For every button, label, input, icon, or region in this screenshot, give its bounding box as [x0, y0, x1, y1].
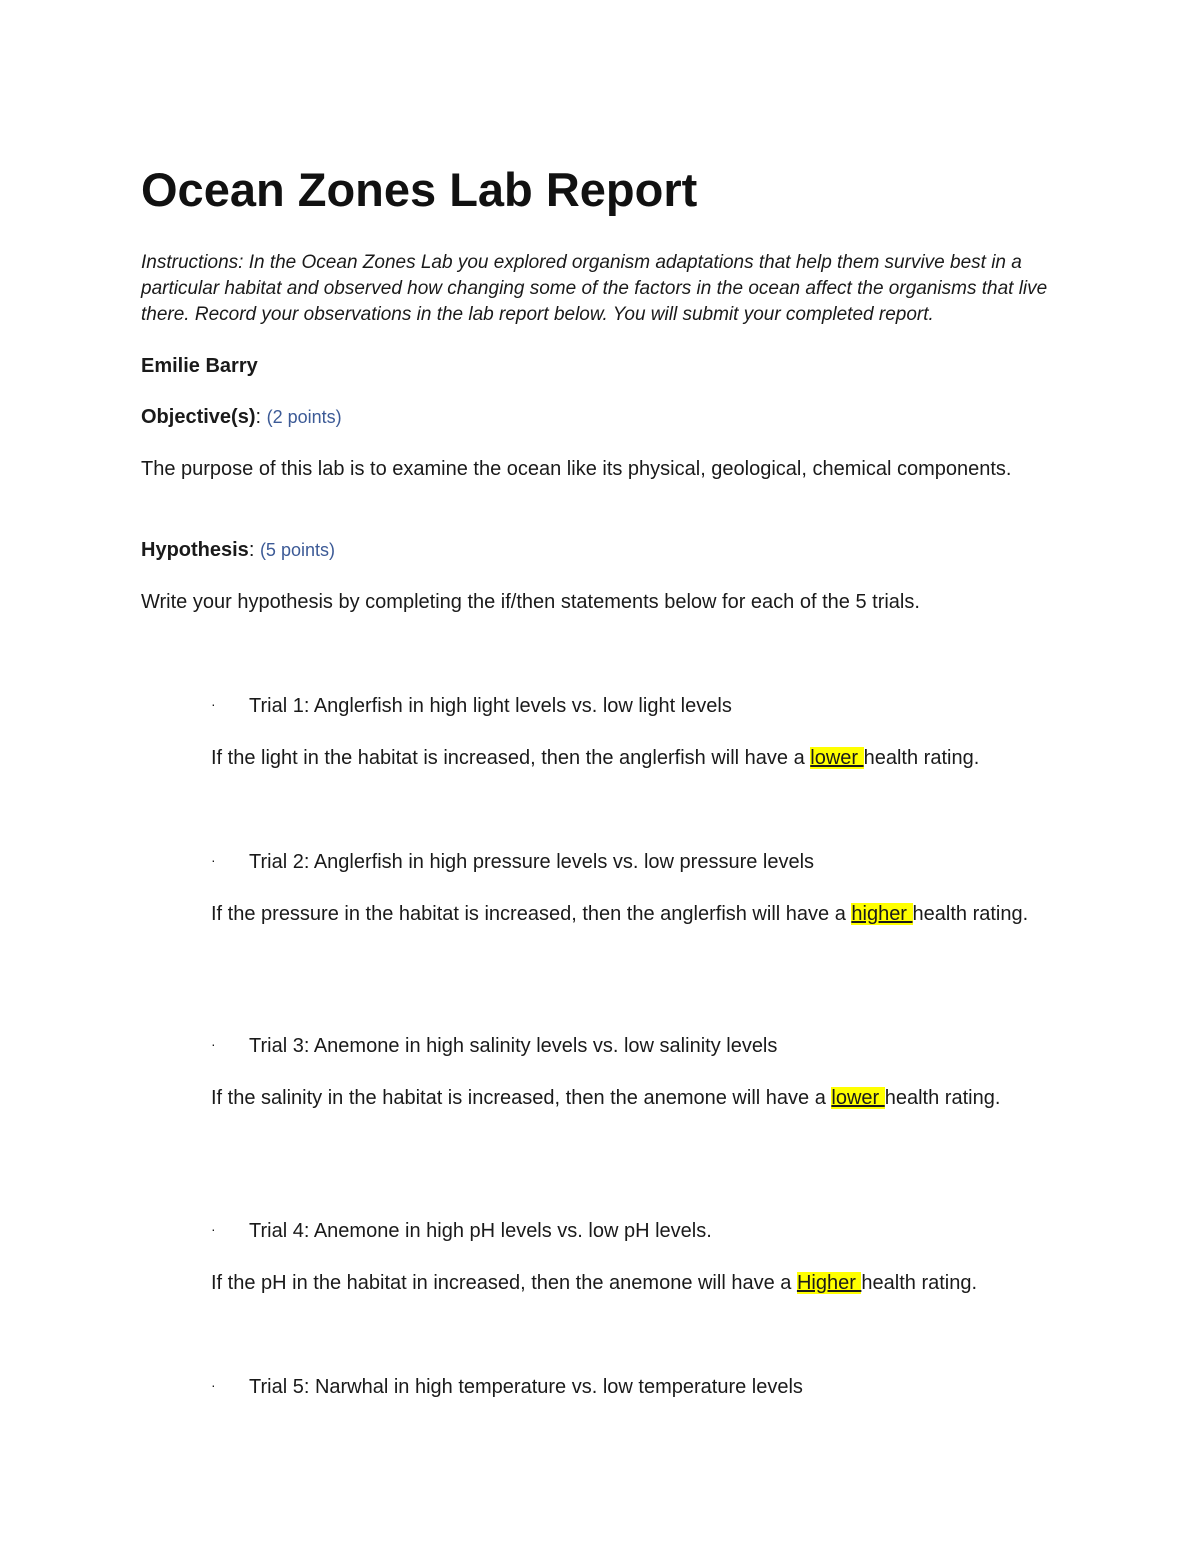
hypothesis-answer: higher: [851, 903, 913, 925]
hypothesis-before: If the pressure in the habitat is increased, then the anglerfish will have a: [211, 903, 852, 925]
hypothesis-after: health rating.: [912, 903, 1029, 925]
trial-heading: [211, 1373, 803, 1402]
instructions-text: Instructions: In the Ocean Zones Lab you explored organism adaptations that help them survive best in a particular habitat and observed how changing some of the factors in the ocean affect the organisms that live there. Record your observations in the lab report below. You will submit your completed report.: [141, 252, 1048, 325]
bullet-icon: ·: [211, 1220, 216, 1237]
trial-hypothesis: [211, 744, 1051, 772]
trial-heading-text: Trial 5: Narwhal in high temperature vs. low temperature levels: [249, 1376, 803, 1398]
trial-heading: [211, 692, 732, 721]
trial-heading: [211, 848, 814, 877]
trial-heading: [211, 1032, 777, 1061]
hypothesis-answer: lower: [810, 747, 864, 769]
hypothesis-after: health rating.: [863, 747, 980, 769]
objective-heading: [141, 403, 342, 431]
bullet-icon: ·: [211, 1035, 216, 1052]
trial-hypothesis: [211, 900, 1051, 928]
objective-points: (2 points): [266, 407, 342, 427]
student-name: Emilie Barry: [141, 355, 258, 377]
hypothesis-before: If the salinity in the habitat is increased, then the anemone will have a: [211, 1087, 832, 1109]
bullet-icon: ·: [211, 1376, 216, 1393]
trial-heading-text: Trial 4: Anemone in high pH levels vs. low pH levels.: [249, 1220, 712, 1242]
trial-heading: [211, 1217, 712, 1246]
hypothesis-answer: Higher: [796, 1272, 862, 1294]
hypothesis-after: health rating.: [884, 1087, 1001, 1109]
hypothesis-before: If the light in the habitat is increased, then the anglerfish will have a: [211, 747, 811, 769]
objective-colon: :: [255, 406, 262, 428]
trial-heading-text: Trial 1: Anglerfish in high light levels vs. low light levels: [249, 695, 732, 717]
hypothesis-answer: lower: [831, 1087, 885, 1109]
bullet-icon: ·: [211, 851, 216, 868]
objective-label: Objective(s): [141, 406, 256, 428]
hypothesis-label: Hypothesis: [141, 539, 249, 561]
bullet-icon: ·: [211, 695, 216, 712]
hypothesis-points: (5 points): [259, 540, 335, 560]
hypothesis-before: If the pH in the habitat in increased, then the anemone will have a: [211, 1272, 797, 1294]
trial-hypothesis: [211, 1084, 1051, 1112]
hypothesis-heading: [141, 536, 335, 564]
page-title: Ocean Zones Lab Report: [141, 163, 698, 216]
trial-hypothesis: [211, 1269, 1051, 1297]
objective-text: The purpose of this lab is to examine the ocean like its physical, geological, chemical components.: [141, 458, 1012, 480]
trial-heading-text: Trial 2: Anglerfish in high pressure levels vs. low pressure levels: [249, 851, 815, 873]
hypothesis-after: health rating.: [861, 1272, 978, 1294]
hypothesis-colon: :: [248, 539, 255, 561]
trial-heading-text: Trial 3: Anemone in high salinity levels vs. low salinity levels: [249, 1035, 778, 1057]
hypothesis-prompt: Write your hypothesis by completing the if/then statements below for each of the 5 trials.: [141, 591, 920, 613]
